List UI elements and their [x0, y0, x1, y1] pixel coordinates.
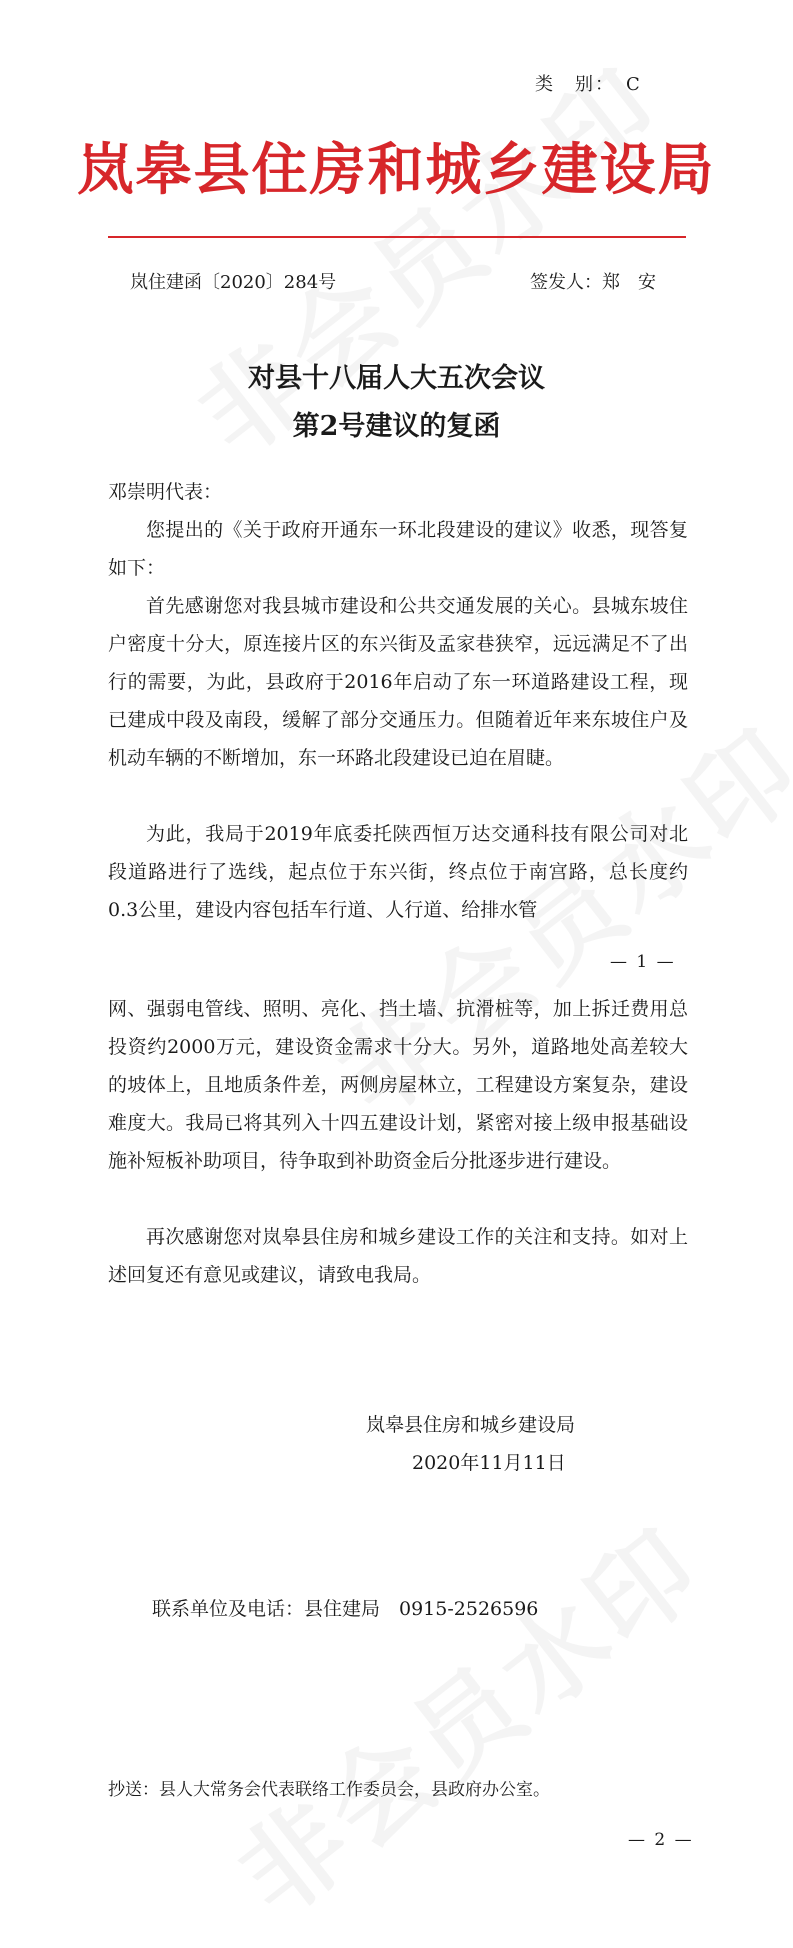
signature-date: 2020年11月11日 — [412, 1452, 566, 1474]
document-number: 岚住建函〔2020〕284号 — [130, 272, 337, 293]
carbon-copy: 抄送：县人大常务会代表联络工作委员会，县政府办公室。 — [108, 1780, 550, 1800]
paragraph-4: 再次感谢您对岚皋县住房和城乡建设工作的关注和支持。如对上述回复还有意见或建议，请致电我局。 — [108, 1226, 688, 1286]
paragraph-3-part2: 网、强弱电管线、照明、亮化、挡土墙、抗滑桩等，加上拆迁费用总投资约2000万元，建设资金需求十分大。另外，道路地处高差较大的坡体上，且地质条件差，两侧房屋林立，工程建设方案复杂，建设难度大。我局已将其列入十四五建设计划，紧密对接上级申报基础设施补短板补助项目，待争取到补助资金后分批逐步进行建设。 — [108, 998, 688, 1172]
document-title-line1: 对县十八届人大五次会议 — [248, 363, 545, 394]
bureau-title: 岚皋县住房和城乡建设局 — [77, 137, 716, 203]
document-category: 类 别： C — [535, 74, 642, 95]
page-number-1: — 1 — — [610, 952, 676, 972]
page-number-2: — 2 — — [628, 1830, 694, 1850]
paragraph-3-part1: 为此，我局于2019年底委托陕西恒万达交通科技有限公司对北段道路进行了选线，起点位于东兴街，终点位于南宫路，总长度约0.3公里，建设内容包括车行道、人行道、给排水管 — [108, 823, 688, 921]
salutation: 邓崇明代表： — [108, 481, 223, 503]
signature-organization: 岚皋县住房和城乡建设局 — [366, 1414, 576, 1436]
red-divider — [108, 236, 686, 238]
paragraph-1: 您提出的《关于政府开通东一环北段建设的建议》收悉，现答复如下： — [108, 519, 688, 579]
paragraph-2: 首先感谢您对我县城市建设和公共交通发展的关心。县城东坡住户密度十分大，原连接片区的东兴街及孟家巷狭窄，远远满足不了出行的需要，为此，县政府于2016年启动了东一环道路建设工程，现已建成中段及南段，缓解了部分交通压力。但随着近年来东坡住户及机动车辆的不断增加，东一环路北段建设已迫在眉睫。 — [108, 595, 688, 769]
contact-info: 联系单位及电话：县住建局 0915-2526596 — [152, 1598, 539, 1620]
document-title-line2: 第2号建议的复函 — [292, 411, 501, 442]
signer: 签发人：郑 安 — [530, 272, 656, 293]
